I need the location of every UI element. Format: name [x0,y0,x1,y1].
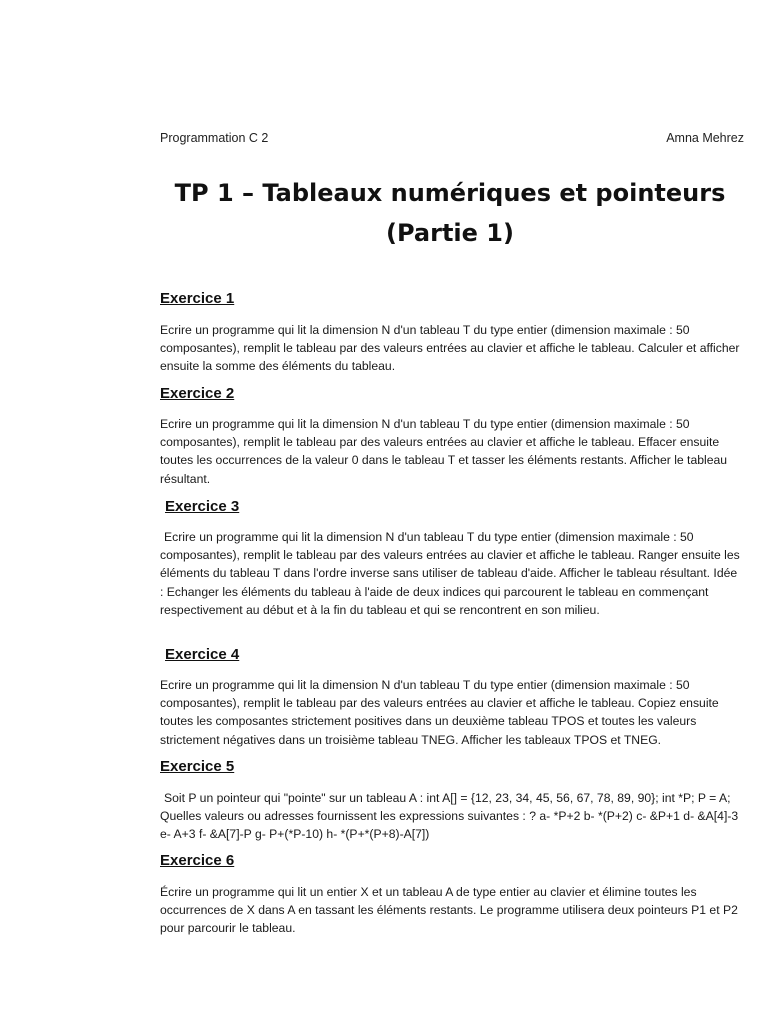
exercise-1-text: Ecrire un programme qui lit la dimension N d'un tableau T du type entier (dimension maximale : 50 composantes), remplit le tableau par des valeurs entrées au clavier et affiche le tableau. Calculer et afficher ensuite la somme des éléments du tableau. [160,323,740,374]
exercise-2-title: Exercice 2 [160,385,235,402]
page-title-line-2: (Partie 1) [386,219,514,247]
exercise-3-title: Exercice 3 [165,498,240,515]
header-course: Programmation C 2 [160,131,269,145]
exercise-5-title: Exercice 5 [160,758,235,775]
exercise-3-text: Ecrire un programme qui lit la dimension N d'un tableau T du type entier (dimension maximale : 50 composantes), remplit le tableau par des valeurs entrées au clavier et affiche le tableau. Ranger ensuite les éléments du tableau T dans l'ordre inverse sans utiliser de tableau d'aide. Afficher le tableau résultant. Idée : Echanger les éléments du tableau à l'aide de deux indices qui parcourent le tableau en commençant respectivement au début et à la fin du tableau et qui se rencontrent en son milieu. [160,530,740,617]
exercise-1-title: Exercice 1 [160,290,235,307]
header-author: Amna Mehrez [666,131,744,145]
exercise-4-title: Exercice 4 [165,646,240,663]
exercise-2-text: Ecrire un programme qui lit la dimension N d'un tableau T du type entier (dimension maximale : 50 composantes), remplit le tableau par des valeurs entrées au clavier et affiche le tableau. Effacer ensuite toutes les occurrences de la valeur 0 dans le tableau T et tasser les éléments restants. Afficher le tableau résultant. [160,417,728,486]
exercise-4-text: Ecrire un programme qui lit la dimension N d'un tableau T du type entier (dimension maximale : 50 composantes), remplit le tableau par des valeurs entrées au clavier et affiche le tableau. Copiez ensuite toutes les composantes strictement positives dans un deuxième tableau TPOS et toutes les valeurs strictement négatives dans un troisième tableau TNEG. Afficher les tableaux TPOS et TNEG. [160,678,719,747]
page-title-line-1: TP 1 – Tableaux numériques et pointeurs [174,179,726,207]
page-title [100,173,768,253]
exercise-6-text: Écrire un programme qui lit un entier X et un tableau A de type entier au clavier et élimine toutes les occurrences de X dans A en tassant les éléments restants. Le programme utilisera deux pointeurs P1 et P2 pour parcourir le tableau. [160,885,738,936]
exercise-5-text: Soit P un pointeur qui "pointe" sur un tableau A : int A[] = {12, 23, 34, 45, 56, 67, 78, 89, 90}; int *P; P = A; Quelles valeurs ou adresses fournissent les expressions suivantes : ? a- *P+2 b- *(P+2) c- &P+1 d- &A[4]-3 e- A+3 f- &A[7]-P g- P+(*P-10) h- *(P+*(P+8)-A[7]) [160,791,739,842]
exercise-6-title: Exercice 6 [160,852,235,869]
